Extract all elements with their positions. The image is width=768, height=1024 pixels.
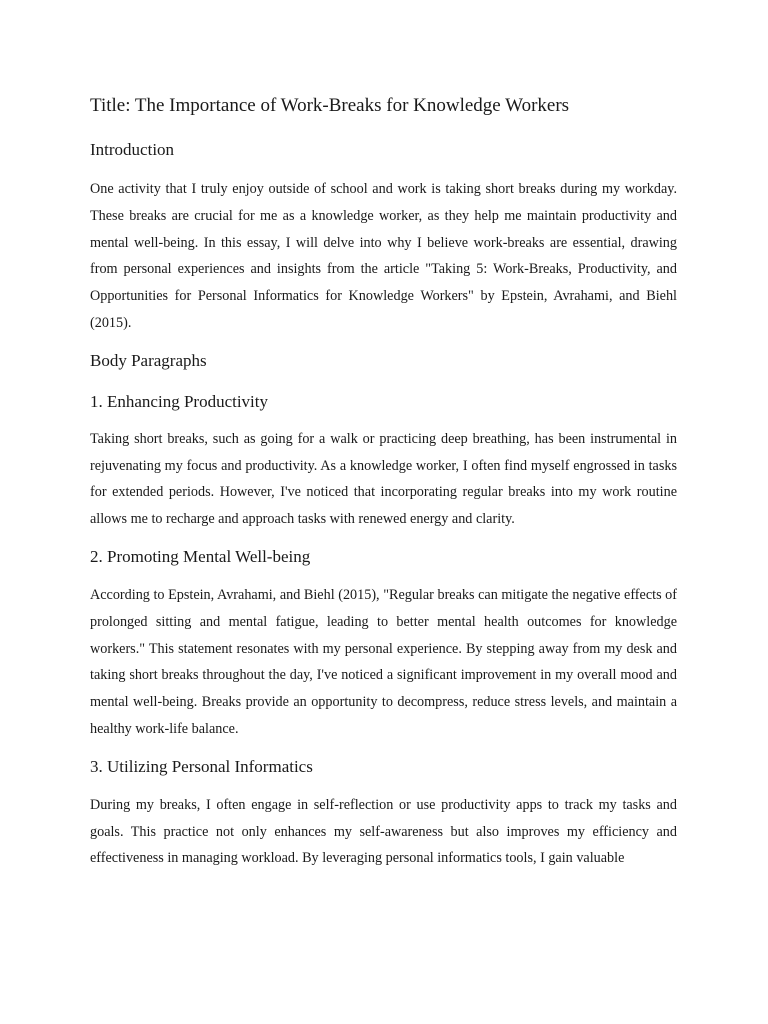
section-heading-mental-well-being: 2. Promoting Mental Well-being [90,546,311,566]
paragraph-introduction: One activity that I truly enjoy outside of school and work is taking short breaks during my workday. These breaks are crucial for me as a knowledge worker, as they help me maintain productivity and mental well-being. In this essay, I will delve into why I believe work-breaks are essential, drawing from personal experiences and insights from the article "Taking 5: Work-Breaks, Productivity, and Opportunities for Personal Informatics for Knowledge Workers" by Epstein, Avrahami, and Biehl (2015). [90,181,677,331]
paragraph-enhancing-productivity: Taking short breaks, such as going for a walk or practicing deep breathing, has been instrumental in rejuvenating my focus and productivity. As a knowledge worker, I often find myself engrossed in tasks for extended periods. However, I've noticed that incorporating regular breaks into my work routine allows me to recharge and approach tasks with renewed energy and clarity. [90,430,677,528]
section-heading-introduction: Introduction [90,140,175,159]
section-heading-personal-informatics: 3. Utilizing Personal Informatics [90,756,313,776]
paragraph-mental-well-being: According to Epstein, Avrahami, and Biehl (2015), "Regular breaks can mitigate the negative effects of prolonged sitting and mental fatigue, leading to better mental health outcomes for knowledge workers." This statement resonates with my personal experience. By stepping away from my desk and taking short breaks throughout the day, I've noticed a significant improvement in my overall mood and mental well-being. Breaks provide an opportunity to decompress, reduce stress levels, and maintain a healthy work-life balance. [90,586,677,737]
document-body [90,93,677,872]
section-heading-enhancing-productivity: 1. Enhancing Productivity [90,391,269,411]
document-title: Title: The Importance of Work-Breaks for Knowledge Workers [90,95,570,116]
section-heading-body-paragraphs: Body Paragraphs [90,350,207,370]
paragraph-personal-informatics: During my breaks, I often engage in self-reflection or use productivity apps to track my tasks and goals. This practice not only enhances my self-awareness but also improves my efficiency and effectiveness in managing workload. By leveraging personal informatics tools, I gain valuable [90,796,677,867]
